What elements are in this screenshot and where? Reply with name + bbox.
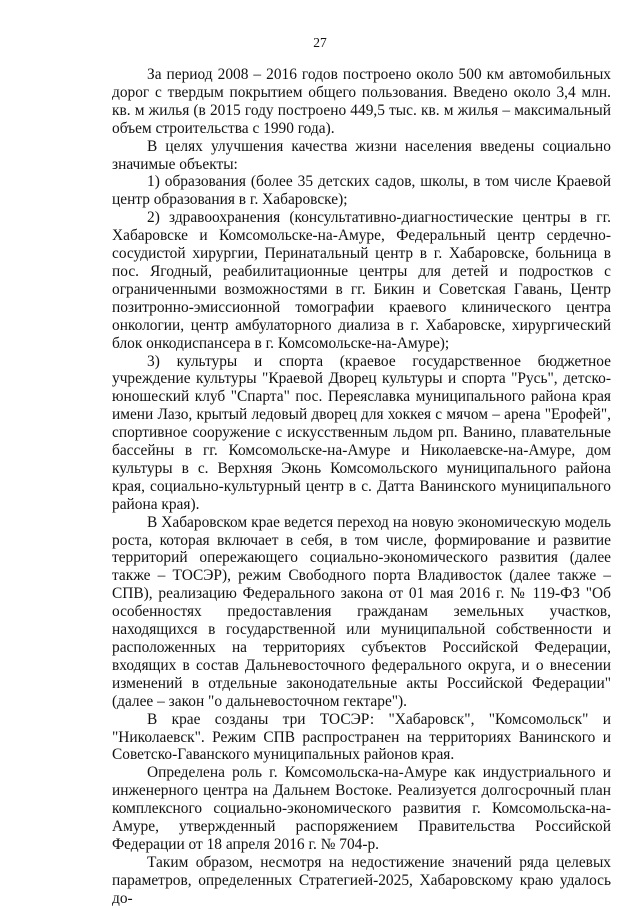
list-item-education: 1) образования (более 35 детских садов, школы, в том числе Краевой центр образования в г. Хабаровске);: [112, 173, 611, 209]
paragraph-conclusion: Таким образом, несмотря на недостижение значений ряда целевых параметров, определенных Стратегией-2025, Хабаровскому краю удалось до-: [112, 853, 611, 907]
list-item-culture-sports: 3) культуры и спорта (краевое государственное бюджетное учреждение культуры "Краевой Дворец культуры и спорта "Русь", детско-юношеский клуб "Спарта" пос. Переяславка муниципального района края имени Лазо, крытый ледовый дворец для хоккея с мячом – арена "Ерофей", спортивное сооружение с искусственным льдом рп. Ванино, плавательные бассейны в гг. Комсомольске-на-Амуре и Николаевске-на-Амуре, дом культуры в с. Верхняя Эконь Комсомольского муниципального района края, социально-культурный центр в с. Датта Ванинского муниципального района края).: [112, 352, 611, 513]
list-item-healthcare: 2) здравоохранения (консультативно-диагностические центры в гг. Хабаровске и Комсомольске-на-Амуре, Федеральный центр сердечно-сосудистой хирургии, Перинатальный центр в г. Хабаровске, больница в пос. Ягодный, реабилитационные центры для детей и подростков с ограниченными возможностями в гг. Бикин и Советская Гавань, Центр позитронно-эмиссионной томографии краевого клинического центра онкологии, центр амбулаторного диализа в г. Хабаровске, хирургический блок онкодиспансера в г. Комсомольске-на-Амуре);: [112, 209, 611, 352]
page-number: 27: [313, 35, 327, 50]
paragraph-toser-created: В крае созданы три ТОСЭР: "Хабаровск", "Комсомольск" и "Николаевск". Режим СПВ распространен на территориях Ванинского и Советско-Гаванского муниципальных районов края.: [112, 710, 611, 764]
document-body: [112, 66, 611, 908]
paragraph-economic-model: В Хабаровском крае ведется переход на новую экономическую модель роста, которая включает в себя, в том числе, формирование и развитие территорий опережающего социально-экономического развития (далее также – ТОСЭР), режим Свободного порта Владивосток (далее также – СПВ), реализацию Федерального закона от 01 мая 2016 г. № 119-ФЗ "Об особенностях предоставления гражданам земельных участков, находящихся в государственной или муниципальной собственности и расположенных на территориях субъектов Российской Федерации, входящих в состав Дальневосточного федерального округа, и о внесении изменений в отдельные законодательные акты Российской Федерации" (далее – закон "о дальневосточном гектаре").: [112, 513, 611, 710]
paragraph-construction-results: За период 2008 – 2016 годов построено около 500 км автомобильных дорог с твердым покрытием общего пользования. Введено около 3,4 млн. кв. м жилья (в 2015 году построено 449,5 тыс. кв. м жилья – максимальный объем строительства с 1990 года).: [112, 66, 611, 137]
paragraph-komsomolsk-role: Определена роль г. Комсомольска-на-Амуре как индустриального и инженерного центра на Дальнем Востоке. Реализуется долгосрочный план комплексного социально-экономического развития г. Комсомольска-на-Амуре, утвержденный распоряжением Правительства Российской Федерации от 18 апреля 2016 г. № 704-р.: [112, 764, 611, 853]
paragraph-social-objects-intro: В целях улучшения качества жизни населения введены социально значимые объекты:: [112, 137, 611, 173]
